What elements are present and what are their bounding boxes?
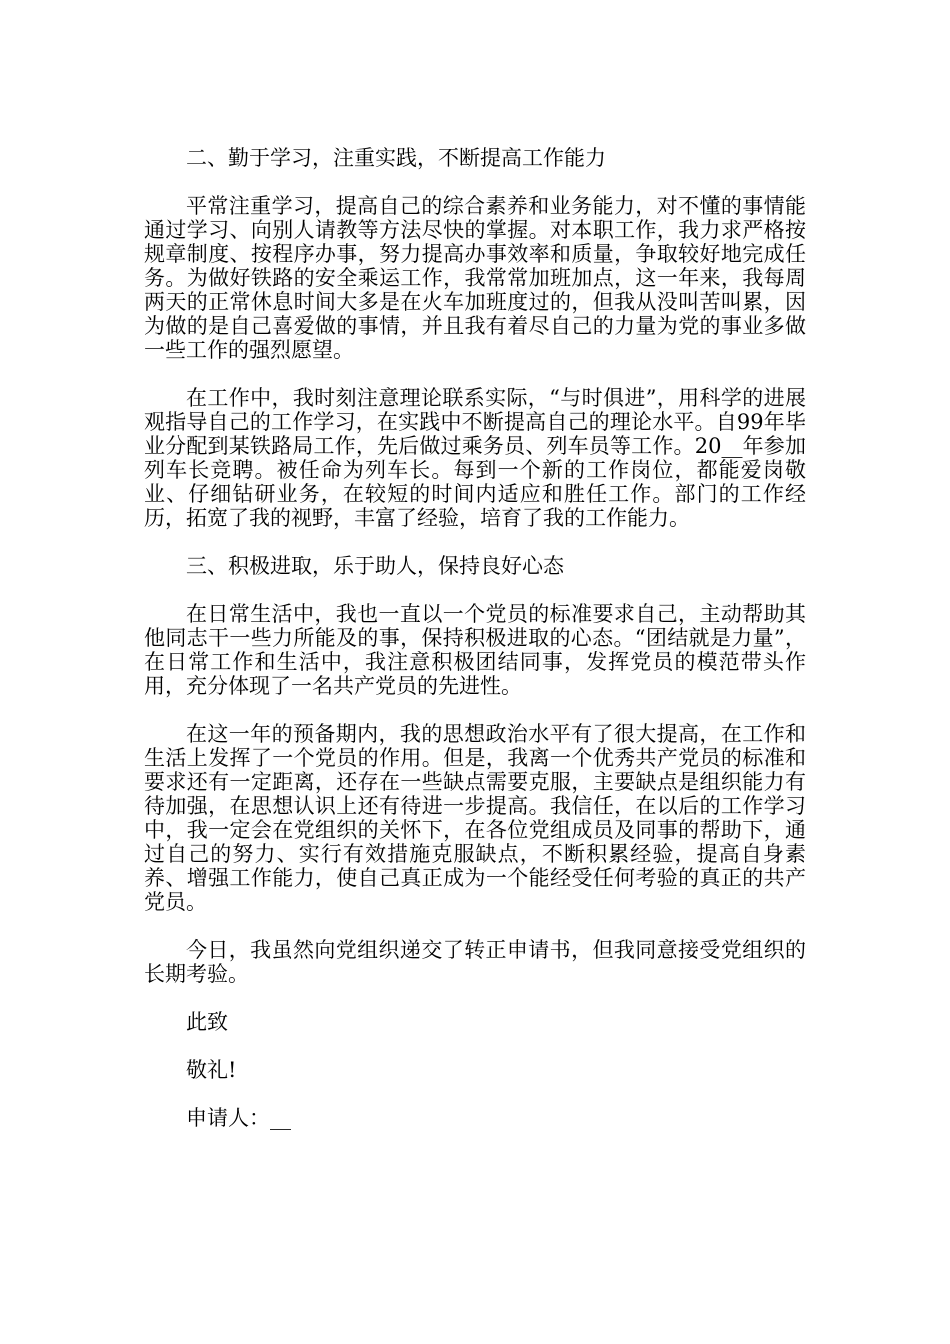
paragraph-probation: 在这一年的预备期内，我的思想政治水平有了很大提高，在工作和生活上发挥了一个党员的作用。但是，我离一个优秀共产党员的标准和要求还有一定距离，还存在一些缺点需要克服，主要缺点是组织能力有待加强，在思想认识上还有待进一步提高。我信任，在以后的工作学习中，我一定会在党组织的关怀下，在各位党组成员及同事的帮助下，通过自己的努力、实行有效措施克服缺点，不断积累经验，提高自身素养、增强工作能力，使自己真正成为一个能经受任何考验的真正的共产党员。: [144, 722, 806, 914]
paragraph-practice: 在工作中，我时刻注意理论联系实际，“与时俱进”，用科学的进展观指导自己的工作学习，在实践中不断提高自己的理论水平。自99年毕业分配到某铁路局工作，先后做过乘务员、列车员等工作。20__年参加列车长竞聘。被任命为列车长。每到一个新的工作岗位，都能爱岗敬业、仔细钻研业务，在较短的时间内适应和胜任工作。部门的工作经历，拓宽了我的视野，丰富了经验，培育了我的工作能力。: [144, 386, 806, 530]
signature-line: 申请人：__: [186, 1106, 291, 1130]
document-page: [144, 146, 806, 1130]
closing-regards: 敬礼!: [186, 1058, 237, 1082]
section-heading-3: 三、积极进取，乐于助人，保持良好心态: [186, 554, 564, 578]
section-heading-2: 二、勤于学习，注重实践，不断提高工作能力: [186, 146, 606, 170]
closing-salutation: 此致: [186, 1010, 228, 1034]
paragraph-daily-life: 在日常生活中，我也一直以一个党员的标准要求自己，主动帮助其他同志干一些力所能及的事，保持积极进取的心态。“团结就是力量”，在日常工作和生活中，我注意积极团结同事，发挥党员的模范带头作用，充分体现了一名共产党员的先进性。: [144, 602, 806, 698]
paragraph-study: 平常注重学习，提高自己的综合素养和业务能力，对不懂的事情能通过学习、向别人请教等方法尽快的掌握。对本职工作，我力求严格按规章制度、按程序办事，努力提高办事效率和质量，争取较好地完成任务。为做好铁路的安全乘运工作，我常常加班加点，这一年来，我每周两天的正常休息时间大多是在火车加班度过的，但我从没叫苦叫累，因为做的是自己喜爱做的事情，并且我有着尽自己的力量为党的事业多做一些工作的强烈愿望。: [144, 194, 806, 362]
paragraph-application: 今日，我虽然向党组织递交了转正申请书，但我同意接受党组织的长期考验。: [144, 938, 806, 986]
